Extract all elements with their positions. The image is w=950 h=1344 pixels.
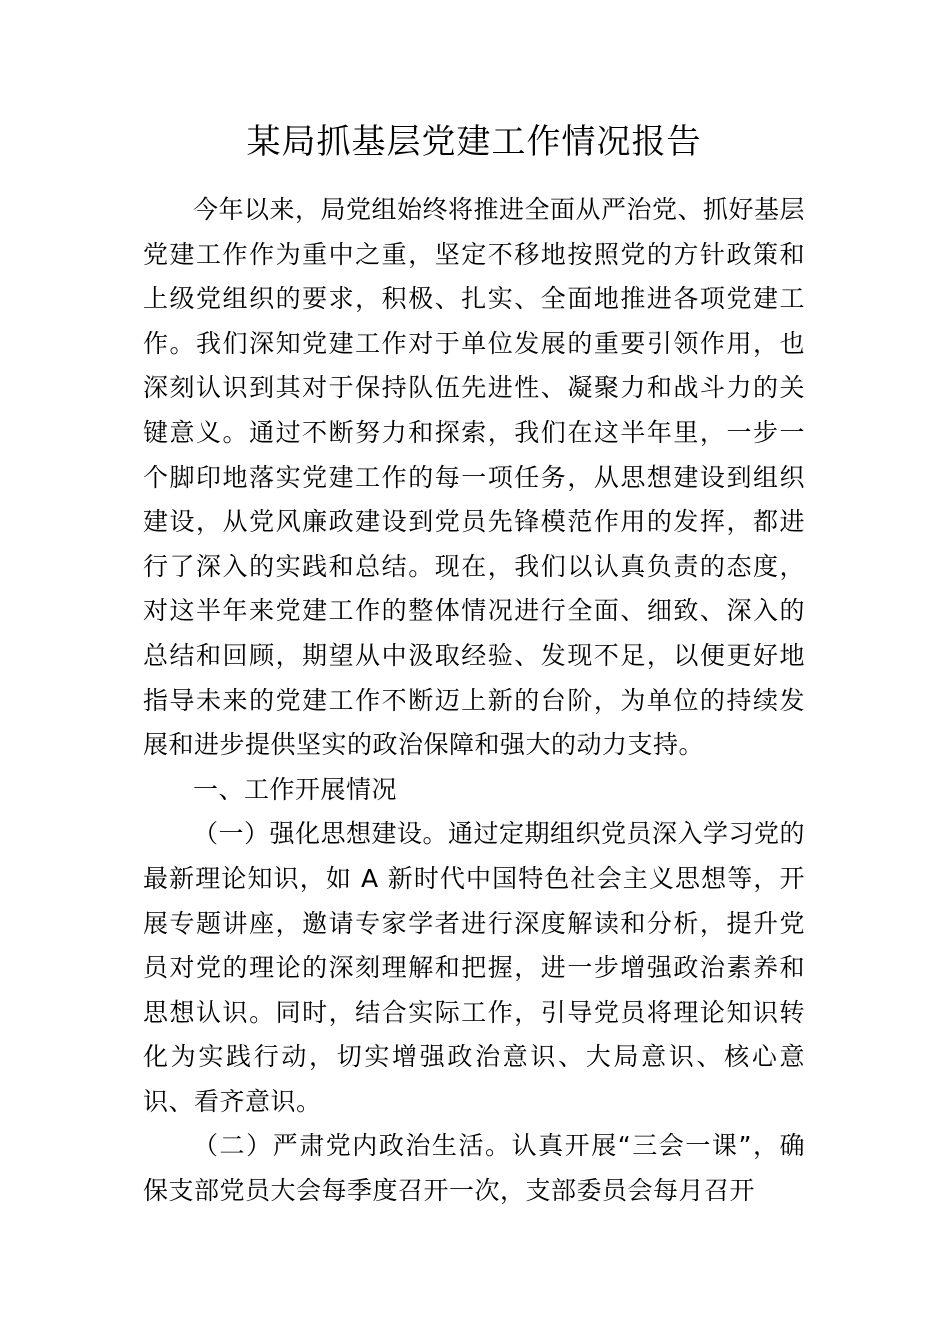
section-heading-work-status: 一、工作开展情况: [193, 774, 398, 804]
item-paragraph-political-life: （二）严肃党内政治生活。认真开展“三会一课”，确保支部党员大会每季度召开一次，支部委员会每月召开: [143, 1131, 805, 1206]
document-body: [143, 188, 805, 1214]
document-page: [143, 118, 805, 1214]
item-paragraph-ideological-building: （一）强化思想建设。通过定期组织党员深入学习党的最新理论知识，如 A 新时代中国特色社会主义思想等，开展专题讲座，邀请专家学者进行深度解读和分析，提升党员对党的理论的深刻理解和把握，进一步增强政治素养和思想认识。同时，结合实际工作，引导党员将理论知识转化为实践行动，切实增强政治意识、大局意识、核心意识、看齐意识。: [143, 819, 806, 1116]
intro-paragraph: 今年以来，局党组始终将推进全面从严治党、抓好基层党建工作作为重中之重，坚定不移地按照党的方针政策和上级党组织的要求，积极、扎实、全面地推进各项党建工作。我们深知党建工作对于单位发展的重要引领作用，也深刻认识到其对于保持队伍先进性、凝聚力和战斗力的关键意义。通过不断努力和探索，我们在这半年里，一步一个脚印地落实党建工作的每一项任务，从思想建设到组织建设，从党风廉政建设到党员先锋模范作用的发挥，都进行了深入的实践和总结。现在，我们以认真负责的态度，对这半年来党建工作的整体情况进行全面、细致、深入的总结和回顾，期望从中汲取经验、发现不足，以便更好地指导未来的党建工作不断迈上新的台阶，为单位的持续发展和进步提供坚实的政治保障和强大的动力支持。: [143, 195, 806, 760]
document-title: 某局抓基层党建工作情况报告: [246, 122, 702, 162]
